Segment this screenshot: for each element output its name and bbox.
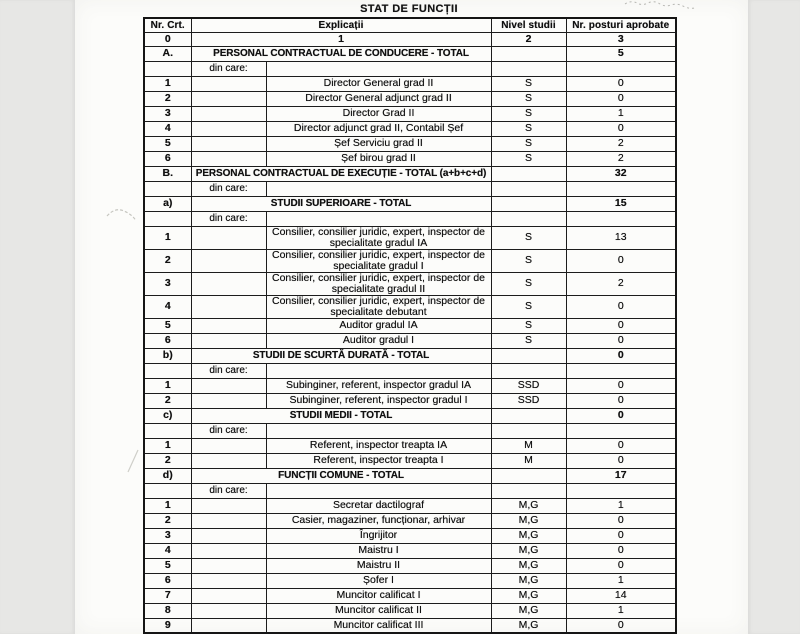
row-label: STUDII DE SCURTĂ DURATĂ - TOTAL — [191, 348, 491, 363]
row-label: Director adjunct grad II, Contabil Șef — [266, 121, 491, 136]
row-filler — [266, 61, 491, 76]
row-nivel-studii: M,G — [491, 618, 566, 633]
row-posturi-aprobate: 1 — [566, 106, 676, 121]
row-posturi-aprobate: 0 — [566, 618, 676, 633]
pencil-mark-left-margin — [105, 204, 141, 224]
row-label: Director Grad II — [266, 106, 491, 121]
row-nivel-studii: M — [491, 438, 566, 453]
row-posturi-aprobate: 0 — [566, 121, 676, 136]
row-posturi-aprobate: 0 — [566, 348, 676, 363]
item-row — [144, 453, 676, 468]
row-number: 1 — [144, 378, 191, 393]
row-number: 1 — [144, 498, 191, 513]
item-row — [144, 588, 676, 603]
row-posturi-aprobate: 2 — [566, 272, 676, 295]
din-care-row — [144, 211, 676, 226]
row-label: din care: — [191, 423, 266, 438]
row-number: 3 — [144, 106, 191, 121]
row-nivel-studii — [491, 166, 566, 181]
row-indent — [191, 618, 266, 633]
row-posturi-aprobate: 14 — [566, 588, 676, 603]
staffing-table-body — [144, 46, 676, 633]
row-indent — [191, 378, 266, 393]
row-nivel-studii — [491, 181, 566, 196]
item-row — [144, 226, 676, 249]
item-row — [144, 378, 676, 393]
row-posturi-aprobate: 0 — [566, 453, 676, 468]
row-label: PERSONAL CONTRACTUAL DE CONDUCERE - TOTAL — [191, 46, 491, 61]
item-row — [144, 333, 676, 348]
row-nivel-studii: S — [491, 272, 566, 295]
row-posturi-aprobate: 0 — [566, 76, 676, 91]
row-nivel-studii: S — [491, 151, 566, 166]
row-label: Maistru II — [266, 558, 491, 573]
row-posturi-aprobate: 0 — [566, 543, 676, 558]
row-nivel-studii: S — [491, 295, 566, 318]
row-number: 4 — [144, 543, 191, 558]
row-number: 2 — [144, 513, 191, 528]
item-row — [144, 393, 676, 408]
row-number: 1 — [144, 226, 191, 249]
row-nivel-studii: M,G — [491, 498, 566, 513]
document-page — [75, 0, 748, 634]
item-row — [144, 498, 676, 513]
row-nivel-studii: S — [491, 76, 566, 91]
row-number: 1 — [144, 438, 191, 453]
row-indent — [191, 295, 266, 318]
row-label: Șofer I — [266, 573, 491, 588]
row-nivel-studii: SSD — [491, 393, 566, 408]
column-number-row — [144, 32, 676, 46]
row-label: Auditor gradul I — [266, 333, 491, 348]
row-posturi-aprobate: 0 — [566, 295, 676, 318]
item-row — [144, 618, 676, 633]
row-posturi-aprobate: 15 — [566, 196, 676, 211]
row-number: 6 — [144, 573, 191, 588]
row-number: 2 — [144, 393, 191, 408]
din-care-row — [144, 363, 676, 378]
row-label: din care: — [191, 211, 266, 226]
row-nivel-studii: M,G — [491, 588, 566, 603]
row-nivel-studii: M — [491, 453, 566, 468]
row-posturi-aprobate: 1 — [566, 498, 676, 513]
row-number: 7 — [144, 588, 191, 603]
row-posturi-aprobate: 5 — [566, 46, 676, 61]
row-posturi-aprobate: 17 — [566, 468, 676, 483]
row-number: 6 — [144, 333, 191, 348]
row-label: Consilier, consilier juridic, expert, inspector de specialitate gradul IA — [266, 226, 491, 249]
row-indent — [191, 333, 266, 348]
item-row — [144, 573, 676, 588]
row-number — [144, 423, 191, 438]
row-label: din care: — [191, 181, 266, 196]
row-number: 6 — [144, 151, 191, 166]
din-care-row — [144, 181, 676, 196]
row-number: d) — [144, 468, 191, 483]
row-number: 5 — [144, 558, 191, 573]
document-title: STAT DE FUNCȚII — [360, 3, 458, 15]
row-label: Referent, inspector treapta IA — [266, 438, 491, 453]
row-nivel-studii — [491, 61, 566, 76]
row-nivel-studii — [491, 468, 566, 483]
row-label: STUDII MEDII - TOTAL — [191, 408, 491, 423]
row-filler — [266, 211, 491, 226]
section-row — [144, 468, 676, 483]
row-nivel-studii — [491, 423, 566, 438]
item-row — [144, 513, 676, 528]
row-number: 5 — [144, 318, 191, 333]
row-posturi-aprobate: 0 — [566, 378, 676, 393]
section-row — [144, 166, 676, 181]
row-posturi-aprobate: 2 — [566, 151, 676, 166]
row-number: A. — [144, 46, 191, 61]
row-indent — [191, 558, 266, 573]
row-posturi-aprobate: 1 — [566, 573, 676, 588]
section-row — [144, 46, 676, 61]
row-label: Casier, magaziner, funcționar, arhivar — [266, 513, 491, 528]
row-indent — [191, 272, 266, 295]
row-number: 2 — [144, 91, 191, 106]
row-nivel-studii — [491, 363, 566, 378]
row-number — [144, 363, 191, 378]
scanner-margin-left — [0, 0, 75, 634]
row-label: Șef birou grad II — [266, 151, 491, 166]
col-header-nivel-studii: Nivel studii — [491, 18, 566, 32]
pencil-mark-left-lower — [125, 448, 141, 474]
item-row — [144, 249, 676, 272]
row-number: 4 — [144, 295, 191, 318]
row-posturi-aprobate: 0 — [566, 393, 676, 408]
row-posturi-aprobate: 0 — [566, 558, 676, 573]
row-label: Auditor gradul IA — [266, 318, 491, 333]
row-label: Muncitor calificat I — [266, 588, 491, 603]
row-posturi-aprobate: 13 — [566, 226, 676, 249]
row-number — [144, 211, 191, 226]
row-label: Muncitor calificat II — [266, 603, 491, 618]
row-indent — [191, 588, 266, 603]
row-posturi-aprobate: 0 — [566, 513, 676, 528]
row-posturi-aprobate — [566, 211, 676, 226]
row-nivel-studii: S — [491, 136, 566, 151]
row-posturi-aprobate — [566, 423, 676, 438]
item-row — [144, 438, 676, 453]
row-indent — [191, 318, 266, 333]
row-posturi-aprobate: 0 — [566, 318, 676, 333]
item-row — [144, 603, 676, 618]
row-nivel-studii: S — [491, 333, 566, 348]
section-row — [144, 348, 676, 363]
row-nivel-studii — [491, 408, 566, 423]
row-indent — [191, 453, 266, 468]
row-indent — [191, 393, 266, 408]
row-indent — [191, 603, 266, 618]
row-filler — [266, 181, 491, 196]
row-label: din care: — [191, 363, 266, 378]
column-number-3: 3 — [566, 32, 676, 46]
row-label: Subinginer, referent, inspector gradul IA — [266, 378, 491, 393]
din-care-row — [144, 483, 676, 498]
col-header-explicatii: Explicații — [191, 18, 491, 32]
row-label: Director General adjunct grad II — [266, 91, 491, 106]
row-nivel-studii: SSD — [491, 378, 566, 393]
item-row — [144, 76, 676, 91]
row-nivel-studii: S — [491, 249, 566, 272]
row-nivel-studii: M,G — [491, 543, 566, 558]
din-care-row — [144, 61, 676, 76]
row-nivel-studii — [491, 196, 566, 211]
row-indent — [191, 573, 266, 588]
row-label: din care: — [191, 61, 266, 76]
col-header-posturi-aprobate: Nr. posturi aprobate — [566, 18, 676, 32]
row-label: Consilier, consilier juridic, expert, inspector de specialitate debutant — [266, 295, 491, 318]
row-posturi-aprobate: 0 — [566, 91, 676, 106]
row-indent — [191, 136, 266, 151]
row-number: B. — [144, 166, 191, 181]
row-indent — [191, 249, 266, 272]
row-nivel-studii — [491, 211, 566, 226]
item-row — [144, 543, 676, 558]
staffing-table — [143, 17, 677, 634]
row-label: Consilier, consilier juridic, expert, inspector de specialitate gradul II — [266, 272, 491, 295]
row-nivel-studii: M,G — [491, 528, 566, 543]
row-number — [144, 61, 191, 76]
item-row — [144, 151, 676, 166]
row-indent — [191, 121, 266, 136]
row-nivel-studii — [491, 483, 566, 498]
row-posturi-aprobate — [566, 363, 676, 378]
row-number: 3 — [144, 528, 191, 543]
row-posturi-aprobate: 1 — [566, 603, 676, 618]
row-nivel-studii — [491, 348, 566, 363]
row-number — [144, 483, 191, 498]
scanner-margin-right — [748, 0, 800, 634]
row-nivel-studii: S — [491, 91, 566, 106]
item-row — [144, 318, 676, 333]
din-care-row — [144, 423, 676, 438]
row-nivel-studii: M,G — [491, 513, 566, 528]
column-number-2: 2 — [491, 32, 566, 46]
row-number: 3 — [144, 272, 191, 295]
row-number: b) — [144, 348, 191, 363]
row-nivel-studii: M,G — [491, 573, 566, 588]
row-number: 8 — [144, 603, 191, 618]
row-posturi-aprobate — [566, 181, 676, 196]
row-posturi-aprobate — [566, 61, 676, 76]
row-label: Muncitor calificat III — [266, 618, 491, 633]
row-indent — [191, 91, 266, 106]
row-number: 2 — [144, 453, 191, 468]
row-indent — [191, 226, 266, 249]
row-nivel-studii — [491, 46, 566, 61]
row-label: Subinginer, referent, inspector gradul I — [266, 393, 491, 408]
item-row — [144, 136, 676, 151]
row-posturi-aprobate: 0 — [566, 438, 676, 453]
row-indent — [191, 543, 266, 558]
row-nivel-studii: S — [491, 106, 566, 121]
row-indent — [191, 528, 266, 543]
row-posturi-aprobate: 0 — [566, 408, 676, 423]
row-nivel-studii: S — [491, 226, 566, 249]
row-label: Referent, inspector treapta I — [266, 453, 491, 468]
row-number: 4 — [144, 121, 191, 136]
row-label: Director General grad II — [266, 76, 491, 91]
row-filler — [266, 363, 491, 378]
row-filler — [266, 423, 491, 438]
row-label: FUNCȚII COMUNE - TOTAL — [191, 468, 491, 483]
row-number: 1 — [144, 76, 191, 91]
row-number: c) — [144, 408, 191, 423]
item-row — [144, 558, 676, 573]
row-indent — [191, 498, 266, 513]
row-indent — [191, 438, 266, 453]
item-row — [144, 528, 676, 543]
column-number-0: 0 — [144, 32, 191, 46]
item-row — [144, 106, 676, 121]
row-label: Consilier, consilier juridic, expert, inspector de specialitate gradul I — [266, 249, 491, 272]
row-posturi-aprobate: 32 — [566, 166, 676, 181]
row-label: STUDII SUPERIOARE - TOTAL — [191, 196, 491, 211]
row-label: Îngrijitor — [266, 528, 491, 543]
row-indent — [191, 106, 266, 121]
row-nivel-studii: M,G — [491, 558, 566, 573]
row-posturi-aprobate — [566, 483, 676, 498]
section-row — [144, 196, 676, 211]
row-indent — [191, 513, 266, 528]
row-label: Maistru I — [266, 543, 491, 558]
section-row — [144, 408, 676, 423]
row-label: Șef Serviciu grad II — [266, 136, 491, 151]
row-posturi-aprobate: 0 — [566, 333, 676, 348]
row-nivel-studii: M,G — [491, 603, 566, 618]
col-header-nr-crt: Nr. Crt. — [144, 18, 191, 32]
row-label: Secretar dactilograf — [266, 498, 491, 513]
row-posturi-aprobate: 0 — [566, 528, 676, 543]
row-label: din care: — [191, 483, 266, 498]
item-row — [144, 295, 676, 318]
row-nivel-studii: S — [491, 121, 566, 136]
row-number: a) — [144, 196, 191, 211]
item-row — [144, 121, 676, 136]
item-row — [144, 272, 676, 295]
row-number: 2 — [144, 249, 191, 272]
table-header-row — [144, 18, 676, 32]
row-nivel-studii: S — [491, 318, 566, 333]
row-number: 5 — [144, 136, 191, 151]
row-number — [144, 181, 191, 196]
row-filler — [266, 483, 491, 498]
row-label: PERSONAL CONTRACTUAL DE EXECUȚIE - TOTAL (a+b+c+d) — [191, 166, 491, 181]
row-posturi-aprobate: 2 — [566, 136, 676, 151]
column-number-1: 1 — [191, 32, 491, 46]
item-row — [144, 91, 676, 106]
row-indent — [191, 151, 266, 166]
row-posturi-aprobate: 0 — [566, 249, 676, 272]
row-number: 9 — [144, 618, 191, 633]
row-indent — [191, 76, 266, 91]
